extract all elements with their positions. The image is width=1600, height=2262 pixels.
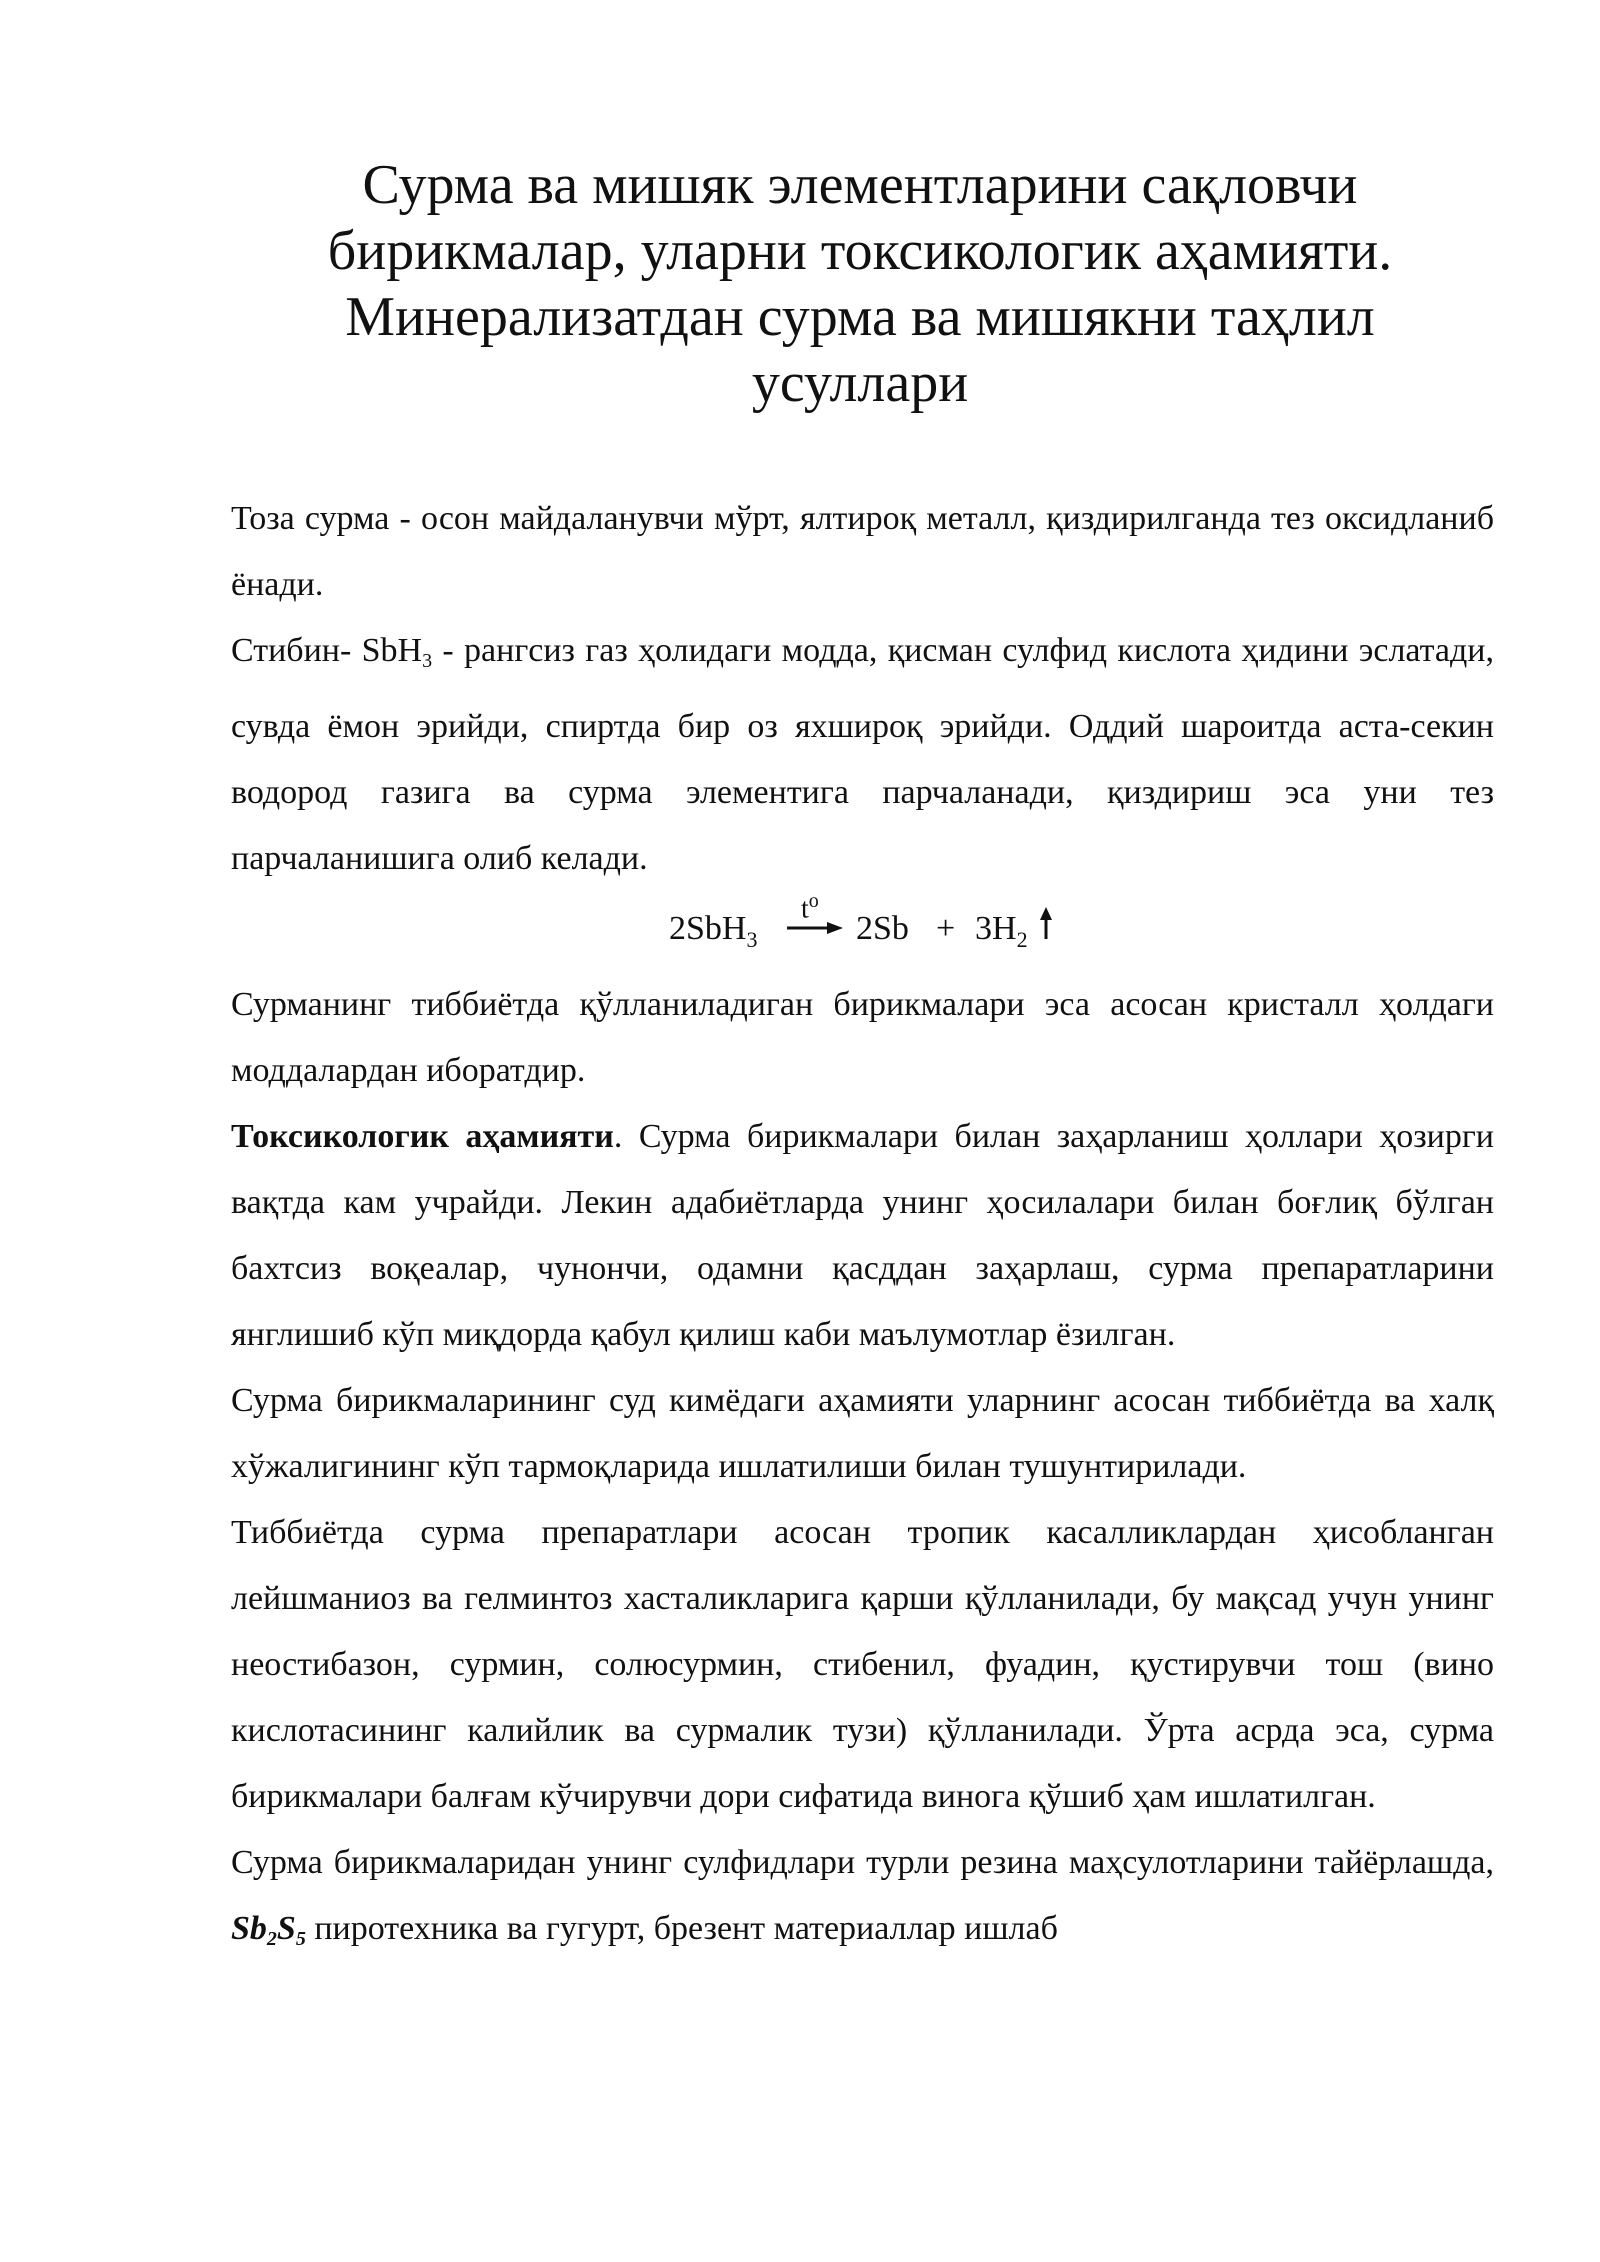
sb2s5-formula bbox=[231, 1910, 306, 1950]
formula-sb-subscript: 2 bbox=[266, 1928, 277, 1950]
gas-release-arrow-icon bbox=[1039, 906, 1053, 940]
title-line: бирикмалар, уларни токсикологик аҳамияти. bbox=[327, 220, 1393, 282]
stibine-description: - рангсиз газ ҳолидаги модда, қисман сулфид кислота ҳидини эслатади, сувда ёмон эрийди, спиртда бир оз яхшироқ эрийди. Оддий шароитда аста-секин водород газига ва сурма элементига парчаланади, қиздириш эса уни тез парчаланишига олиб келади. bbox=[231, 632, 1494, 877]
equation-condition-degree: o bbox=[808, 890, 819, 912]
paragraph-industrial-uses bbox=[231, 1830, 1494, 1972]
equation-condition-symbol: t bbox=[801, 893, 809, 925]
paragraph-forensic-importance: Сурма бирикмаларининг суд кимёдаги аҳамияти уларнинг асосан тиббиётда ва халқ хўжалигининг кўп тармоқларида ишлатилиши билан тушунтирилади. bbox=[231, 1382, 1494, 1485]
decomposition-equation bbox=[231, 892, 1494, 972]
equation-plus: + bbox=[936, 910, 956, 947]
equation-product-1: 2Sb bbox=[856, 910, 909, 947]
paragraph-pure-antimony: Тоза сурма - осон майдаланувчи мўрт, ялтироқ металл, қиздирилганда тез оксидланиб ёнади. bbox=[231, 500, 1494, 603]
formula-s-subscript: 5 bbox=[295, 1928, 306, 1950]
paragraph-toxicology bbox=[231, 1104, 1494, 1368]
paragraph-medicine-uses: Тиббиётда сурма препаратлари асосан тропик касалликлардан ҳисобланган лейшманиоз ва гелминтоз хасталикларига қарши қўлланилади, бу мақсад учун унинг неостибазон, сурмин, солюсурмин, стибенил, фуадин, қустирувчи тош (вино кислотасининг калийлик ва сурмалик тузи) қўлланилади. Ўрта асрда эса, сурма бирикмалари балғам кўчирувчи дори сифатида винога қўшиб ҳам ишлатилган. bbox=[231, 1514, 1494, 1815]
stibine-subscript: 3 bbox=[422, 650, 433, 672]
title-line: Минерализатдан сурма ва мишякни таҳлил bbox=[345, 286, 1375, 348]
toxicology-text: . Сурма бирикмалари билан заҳарланиш ҳоллари ҳозирги вақтда кам учрайди. Лекин адабиётларда унинг ҳосилалари билан боғлиқ бўлган бахтсиз воқеалар, чунончи, одамни қасддан заҳарлаш, сурма препаратларини янглишиб кўп миқдорда қабул қилиш каби маълумотлар ёзилган. bbox=[231, 1118, 1494, 1353]
equation-reactant bbox=[669, 912, 757, 957]
equation-product-2-formula: 3H bbox=[975, 910, 1017, 947]
document-body bbox=[231, 486, 1494, 1972]
formula-sb: Sb bbox=[231, 1910, 267, 1947]
industrial-intro: Сурма бирикмаларидан унинг сулфидлари турли резина маҳсулотларини тайёрлашда, bbox=[231, 1844, 1494, 1881]
paragraph-stibine bbox=[231, 618, 1494, 892]
formula-s: S bbox=[276, 1910, 296, 1947]
document-title bbox=[230, 152, 1490, 416]
title-line: Сурма ва мишяк элементларини сақловчи bbox=[362, 154, 1358, 216]
equation-reactant-formula: 2SbH bbox=[669, 910, 747, 947]
stibine-intro: Стибин- SbH bbox=[231, 632, 423, 669]
equation-reactant-subscript: 3 bbox=[746, 927, 758, 952]
paragraph-medical-compounds: Сурманинг тиббиётда қўлланиладиган бирикмалари эса асосан кристалл ҳолдаги моддалардан иборатдир. bbox=[231, 986, 1494, 1089]
industrial-text: пиротехника ва гугурт, брезент материаллар ишлаб bbox=[305, 1910, 1058, 1947]
equation-product-2 bbox=[975, 912, 1028, 957]
toxicology-heading: Токсикологик аҳамияти bbox=[231, 1118, 614, 1155]
reaction-arrow-icon bbox=[785, 920, 845, 936]
equation-product-2-subscript: 2 bbox=[1016, 927, 1028, 952]
title-line: усуллари bbox=[751, 352, 969, 414]
